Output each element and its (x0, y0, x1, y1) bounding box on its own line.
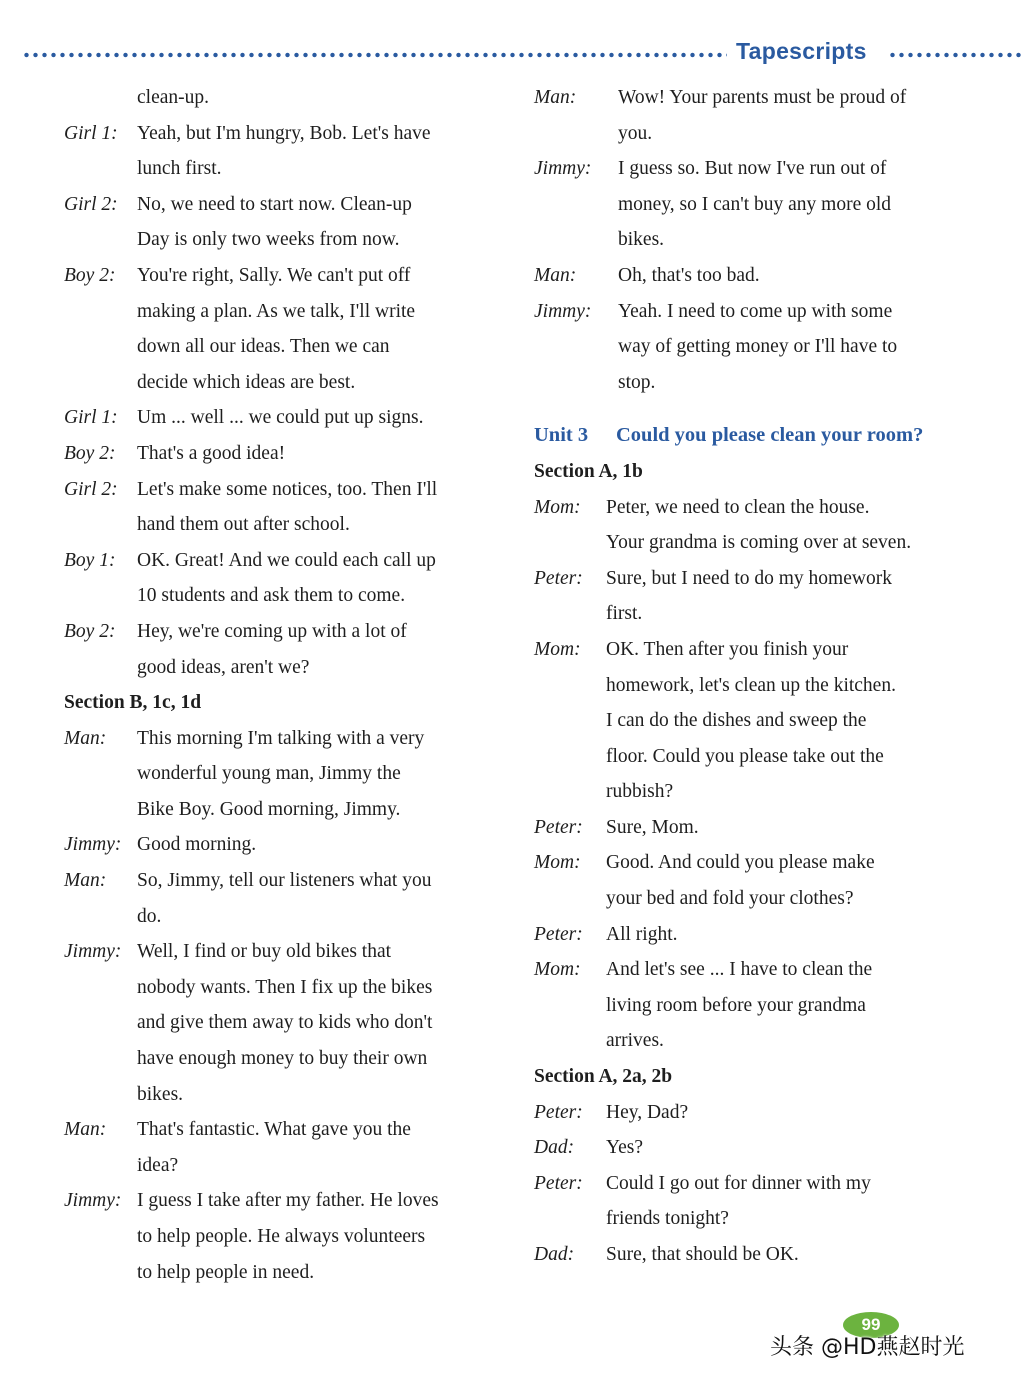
dialogue-text: friends tonight? (606, 1208, 729, 1230)
dialogue-text: money, so I can't buy any more old (618, 193, 892, 215)
speaker-label: Man: (64, 870, 107, 892)
speaker-label: Jimmy: (534, 158, 592, 180)
dialogue-text: do. (137, 905, 162, 927)
dialogue-line (534, 561, 1004, 597)
dialogue-line (534, 596, 1004, 632)
dialogue-line (64, 827, 514, 863)
dialogue-line (534, 1237, 1004, 1273)
dialogue-line (534, 116, 1004, 152)
dialogue-text: down all our ideas. Then we can (137, 336, 390, 358)
dialogue-line (64, 1041, 514, 1077)
dialogue-line (64, 507, 514, 543)
dialogue-text: Hey, we're coming up with a lot of (137, 620, 407, 642)
dialogue-text: have enough money to buy their own (137, 1048, 428, 1070)
dialogue-text: decide which ideas are best. (137, 371, 356, 393)
dialogue-text: You're right, Sally. We can't put off (137, 264, 411, 286)
dialogue-line (64, 400, 514, 436)
page-header (22, 40, 1022, 70)
dialogue-line (64, 970, 514, 1006)
dialogue-text: Good. And could you please make (606, 852, 875, 874)
dialogue-text: stop. (618, 371, 656, 393)
dialogue-line (534, 258, 1004, 294)
speaker-label: Mom: (534, 959, 581, 981)
dialogue-text: Good morning. (137, 834, 257, 856)
dialogue-line (534, 187, 1004, 223)
dialogue-text: and give them away to kids who don't (137, 1012, 433, 1034)
dialogue-line (64, 863, 514, 899)
dialogue-text: Sure, that should be OK. (606, 1244, 799, 1265)
dialogue-text: you. (618, 122, 653, 144)
watermark: 头条 @HD燕赵时光 (770, 1335, 965, 1360)
dialogue-line (64, 472, 514, 508)
dialogue-text: I guess so. But now I've run out of (618, 158, 887, 180)
dialogue-text: to help people. He always volunteers (137, 1226, 426, 1247)
dialogue-text: Yeah, but I'm hungry, Bob. Let's have (137, 122, 431, 144)
dialogue-line (64, 543, 514, 579)
dialogue-text: good ideas, aren't we? (137, 656, 310, 678)
dialogue-text: So, Jimmy, tell our listeners what you (137, 870, 432, 892)
dialogue-line (534, 151, 1004, 187)
dialogue-text: And let's see ... I have to clean the (606, 959, 873, 981)
dialogue-text: Yeah. I need to come up with some (618, 300, 893, 322)
dialogue-text: way of getting money or I'll have to (618, 336, 898, 358)
dialogue-text: first. (606, 603, 643, 625)
dialogue-line (64, 721, 514, 757)
dialogue-text: 10 students and ask them to come. (137, 585, 406, 607)
dialogue-line (64, 151, 514, 187)
dialogue-text: nobody wants. Then I fix up the bikes (137, 976, 433, 998)
dialogue-text: lunch first. (137, 158, 222, 180)
speaker-label: Jimmy: (64, 941, 122, 963)
page-number-badge: 99 (843, 1312, 899, 1338)
dialogue-text: Wow! Your parents must be proud of (618, 87, 907, 108)
dialogue-line (64, 436, 514, 472)
dialogue-line (64, 792, 514, 828)
dialogue-line (64, 80, 514, 116)
dialogue-line (534, 525, 1004, 561)
dialogue-text: Peter, we need to clean the house. (606, 496, 870, 518)
dialogue-text: Day is only two weeks from now. (137, 229, 400, 251)
section-heading: Section B, 1c, 1d (64, 692, 202, 714)
dialogue-line (534, 294, 1004, 330)
dialogue-line (64, 1183, 514, 1219)
dialogue-line (534, 329, 1004, 365)
dialogue-line (64, 116, 514, 152)
dialogue-line (64, 899, 514, 935)
dialogue-text: living room before your grandma (606, 994, 866, 1016)
dialogue-line (534, 1201, 1004, 1237)
dialogue-text: your bed and fold your clothes? (606, 888, 854, 910)
speaker-label: Boy 2: (64, 620, 116, 642)
dialogue-text: to help people in need. (137, 1261, 315, 1283)
dialogue-line (534, 668, 1004, 704)
dialogue-line (64, 329, 514, 365)
dialogue-text: Bike Boy. Good morning, Jimmy. (137, 798, 401, 820)
dialogue-text: I can do the dishes and sweep the (606, 710, 867, 732)
speaker-label: Mom: (534, 852, 581, 874)
dialogue-line (534, 952, 1004, 988)
dialogue-text: rubbish? (606, 781, 674, 803)
dialogue-line (534, 222, 1004, 258)
dialogue-text: OK. Great! And we could each call up (137, 549, 436, 571)
speaker-label: Jimmy: (64, 834, 122, 856)
dialogue-text: Hey, Dad? (606, 1101, 689, 1123)
dialogue-text: bikes. (137, 1083, 184, 1105)
speaker-label: Girl 1: (64, 122, 118, 144)
dialogue-line (534, 703, 1004, 739)
dialogue-line (64, 187, 514, 223)
speaker-label: Jimmy: (64, 1190, 122, 1212)
dialogue-text: OK. Then after you finish your (606, 638, 849, 660)
dialogue-line (64, 258, 514, 294)
dialogue-text: idea? (137, 1154, 179, 1176)
dialogue-text: Let's make some notices, too. Then I'll (137, 478, 438, 500)
dialogue-line (534, 810, 1004, 846)
speaker-label: Man: (64, 1119, 107, 1141)
dialogue-text: arrives. (606, 1030, 664, 1052)
speaker-label: Man: (64, 727, 107, 749)
dialogue-line (534, 80, 1004, 116)
dialogue-text: No, we need to start now. Clean-up (137, 193, 412, 215)
dialogue-line (64, 365, 514, 401)
dialogue-line (64, 222, 514, 258)
dialogue-line (64, 1255, 514, 1291)
speaker-label: Peter: (534, 1101, 583, 1123)
dialogue-line (64, 934, 514, 970)
speaker-label: Peter: (534, 567, 583, 589)
dialogue-line (534, 1095, 1004, 1131)
dialogue-line (64, 578, 514, 614)
dotted-rule-left (22, 52, 727, 58)
unit-number: Unit 3 (534, 424, 589, 447)
dialogue-line (64, 1219, 514, 1255)
speaker-label: Boy 1: (64, 549, 116, 571)
speaker-label: Girl 2: (64, 193, 118, 215)
dialogue-text: wonderful young man, Jimmy the (137, 763, 401, 785)
speaker-label: Boy 2: (64, 264, 116, 286)
speaker-label: Mom: (534, 496, 581, 518)
dialogue-line (534, 1166, 1004, 1202)
dialogue-text: I guess I take after my father. He loves (137, 1190, 439, 1212)
right-column-bottom (534, 454, 1004, 1273)
dialogue-line (64, 614, 514, 650)
speaker-label: Jimmy: (534, 300, 592, 322)
dialogue-line (64, 294, 514, 330)
header-title: Tapescripts (736, 38, 867, 64)
unit-heading (534, 418, 1004, 454)
dialogue-line (534, 917, 1004, 953)
dialogue-text: floor. Could you please take out the (606, 745, 884, 767)
dialogue-line (64, 1077, 514, 1113)
dialogue-text: Your grandma is coming over at seven. (606, 532, 912, 554)
dialogue-text: Oh, that's too bad. (618, 264, 760, 286)
dialogue-line (64, 1148, 514, 1184)
dialogue-text: All right. (606, 923, 678, 945)
speaker-label: Girl 1: (64, 407, 118, 429)
dialogue-line (534, 632, 1004, 668)
dialogue-text: bikes. (618, 229, 665, 251)
speaker-label: Dad: (534, 1137, 575, 1159)
dialogue-line (64, 1112, 514, 1148)
dotted-rule-right (888, 52, 1022, 58)
speaker-label: Peter: (534, 923, 583, 945)
dialogue-line (534, 1130, 1004, 1166)
speaker-label: Dad: (534, 1244, 575, 1265)
speaker-label: Peter: (534, 1172, 583, 1194)
dialogue-text: homework, let's clean up the kitchen. (606, 674, 896, 696)
dialogue-text: clean-up. (137, 87, 210, 108)
speaker-label: Peter: (534, 816, 583, 838)
dialogue-text: Sure, but I need to do my homework (606, 567, 892, 589)
unit-title: Could you please clean your room? (616, 424, 924, 447)
left-column (64, 80, 514, 1290)
dialogue-line (534, 845, 1004, 881)
dialogue-text: Sure, Mom. (606, 816, 699, 838)
speaker-label: Man: (534, 87, 577, 108)
dialogue-text: making a plan. As we talk, I'll write (137, 300, 416, 322)
dialogue-text: That's a good idea! (137, 442, 286, 464)
dialogue-line (534, 881, 1004, 917)
section-heading: Section A, 1b (534, 460, 643, 482)
speaker-label: Girl 2: (64, 478, 118, 500)
dialogue-line (534, 739, 1004, 775)
dialogue-line (534, 988, 1004, 1024)
right-column (534, 80, 1004, 1273)
section-heading: Section A, 2a, 2b (534, 1066, 673, 1088)
dialogue-text: Well, I find or buy old bikes that (137, 941, 392, 963)
speaker-label: Mom: (534, 638, 581, 660)
dialogue-line (534, 774, 1004, 810)
dialogue-text: hand them out after school. (137, 514, 350, 536)
dialogue-line (64, 1005, 514, 1041)
speaker-label: Man: (534, 264, 577, 286)
dialogue-line (64, 756, 514, 792)
dialogue-text: This morning I'm talking with a very (137, 727, 425, 749)
dialogue-text: Could I go out for dinner with my (606, 1172, 871, 1194)
dialogue-line (534, 365, 1004, 401)
dialogue-line (64, 650, 514, 686)
dialogue-line (534, 490, 1004, 526)
right-column-top (534, 80, 1004, 400)
dialogue-text: Yes? (606, 1137, 644, 1159)
dialogue-line (534, 1023, 1004, 1059)
dialogue-text: That's fantastic. What gave you the (137, 1119, 411, 1141)
dialogue-text: Um ... well ... we could put up signs. (137, 407, 424, 429)
speaker-label: Boy 2: (64, 442, 116, 464)
